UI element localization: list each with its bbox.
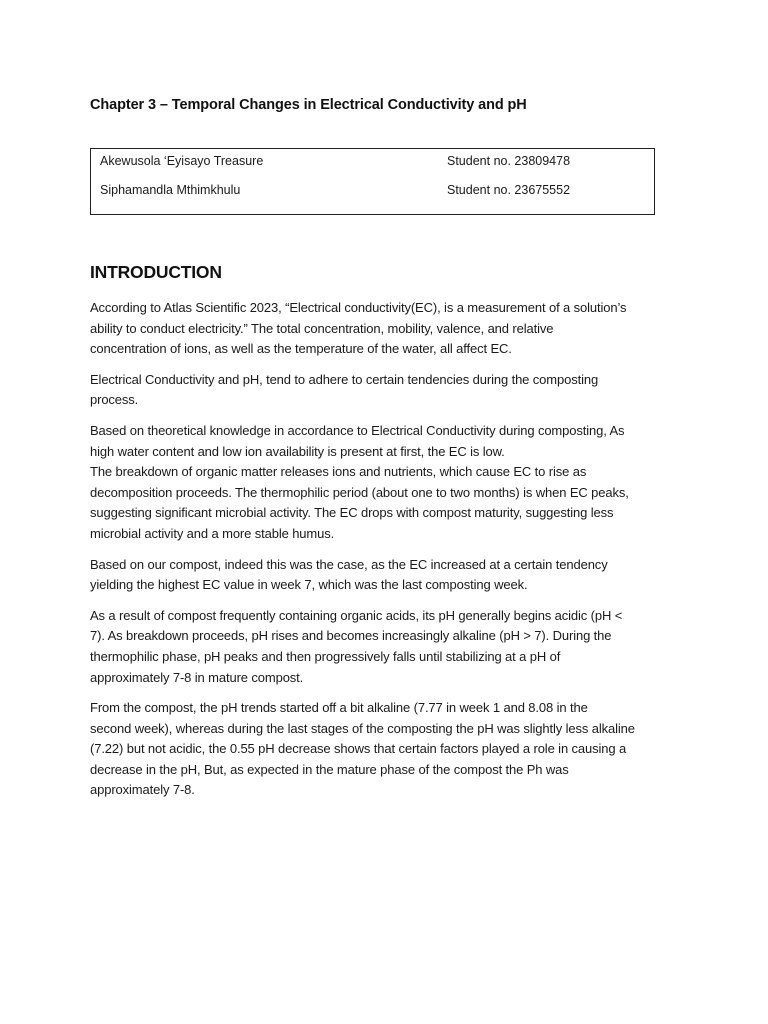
paragraph-line: high water content and low ion availability is present at first, the EC is low. [90,443,505,459]
paragraph [90,370,690,411]
paragraph-line: microbial activity and a more stable humus. [90,525,335,541]
paragraph [90,298,690,360]
author-name: Akewusola ‘Eyisayo Treasure [100,154,264,168]
paragraph [90,606,690,688]
paragraph-line: Based on our compost, indeed this was the case, as the EC increased at a certain tendency [90,556,608,572]
section-heading: INTRODUCTION [90,262,222,282]
paragraph-line: As a result of compost frequently containing organic acids, its pH generally begins acidic (pH < [90,607,623,623]
paragraph-line: 7). As breakdown proceeds, pH rises and becomes increasingly alkaline (pH > 7). During the [90,628,612,644]
paragraph-line: concentration of ions, as well as the temperature of the water, all affect EC. [90,341,512,357]
paragraph-line: yielding the highest EC value in week 7, which was the last composting week. [90,577,528,593]
chapter-title: Chapter 3 – Temporal Changes in Electrical Conductivity and pH [90,97,527,113]
paragraph-line: decrease in the pH, But, as expected in the mature phase of the compost the Ph was [90,761,569,777]
paragraph-line: thermophilic phase, pH peaks and then progressively falls until stabilizing at a pH of [90,648,561,664]
paragraph-line: From the compost, the pH trends started off a bit alkaline (7.77 in week 1 and 8.08 in the [90,700,588,716]
paragraph-line: approximately 7-8 in mature compost. [90,669,304,685]
author-row [100,154,645,172]
student-number: Student no. 23809478 [447,154,571,168]
paragraph [90,698,690,801]
paragraph-line: suggesting significant microbial activity. The EC drops with compost maturity, suggesting less [90,505,614,521]
paragraph-line: process. [90,392,139,408]
author-row [100,183,645,201]
paragraph-line: Based on theoretical knowledge in accordance to Electrical Conductivity during composting, As [90,422,625,438]
paragraph-line: The breakdown of organic matter releases ions and nutrients, which cause EC to rise as [90,464,587,480]
authors-table [90,148,655,215]
paragraph-line: ability to conduct electricity.” The total concentration, mobility, valence, and relative [90,320,554,336]
student-number: Student no. 23675552 [447,183,571,197]
paragraph-line: decomposition proceeds. The thermophilic period (about one to two months) is when EC peaks, [90,484,629,500]
paragraph-line: According to Atlas Scientific 2023, “Electrical conductivity(EC), is a measurement of a solution’s [90,300,627,315]
paragraph-line: approximately 7-8. [90,782,195,798]
paragraph-line: Electrical Conductivity and pH, tend to adhere to certain tendencies during the composting [90,371,599,387]
paragraph-line: second week), whereas during the last stages of the composting the pH was slightly less alkaline [90,720,635,736]
body-text [90,298,690,811]
paragraph [90,421,690,545]
paragraph-line: (7.22) but not acidic, the 0.55 pH decrease shows that certain factors played a role in causing a [90,741,627,757]
author-name: Siphamandla Mthimkhulu [100,183,241,197]
paragraph [90,555,690,596]
